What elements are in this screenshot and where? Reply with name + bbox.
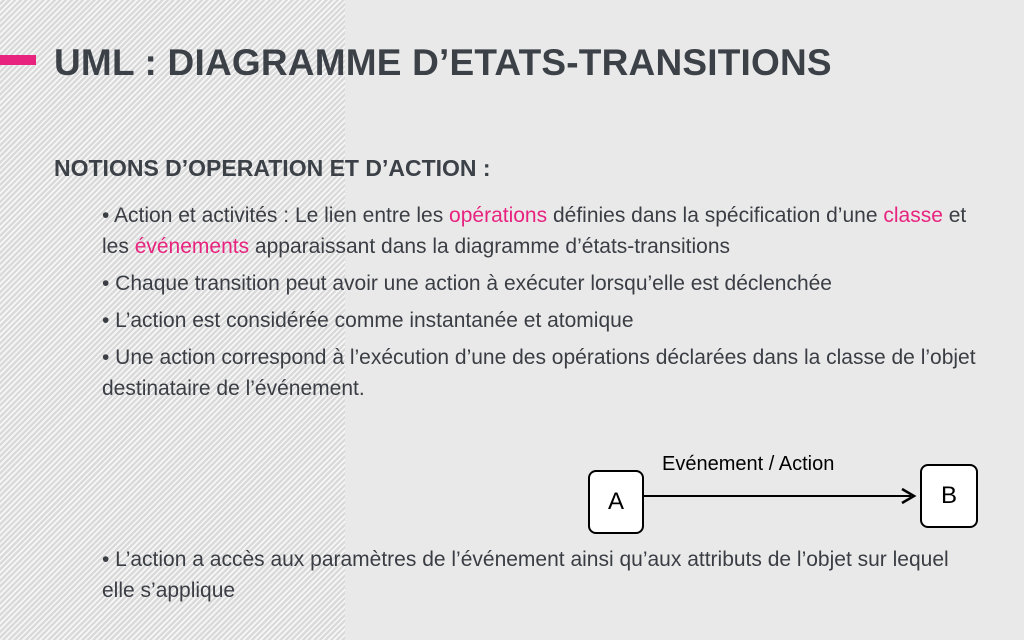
- section-subtitle: NOTIONS D’OPERATION ET D’ACTION :: [54, 155, 491, 181]
- bullet-item: • Chaque transition peut avoir une action à exécuter lorsqu’elle est déclenchée: [102, 272, 832, 295]
- bullet-list-bottom: [102, 544, 982, 612]
- bullet-item: • L’action est considérée comme instantanée et atomique: [102, 309, 634, 332]
- title-accent-bar: [0, 55, 36, 65]
- highlight-evenements: événements: [134, 235, 250, 258]
- bullet-list: [102, 200, 982, 410]
- state-transition-diagram: [580, 450, 990, 540]
- highlight-classe: classe: [883, 204, 943, 227]
- bullet-item: • Une action correspond à l’exécution d’une des opérations déclarées dans la classe de l’objet destinataire de l’événement.: [102, 346, 976, 400]
- transition-label: Evénement / Action: [662, 453, 835, 475]
- highlight-operations: opérations: [449, 204, 548, 227]
- bullet-item: • L’action a accès aux paramètres de l’événement ainsi qu’aux attributs de l’objet sur lequel elle s’applique: [102, 548, 949, 602]
- slide-title: UML : DIAGRAMME D’ETATS-TRANSITIONS: [54, 42, 832, 83]
- bullet-item: • Action et activités : Le lien entre les opérations définies dans la spécification d’une classe et les événements apparaissant dans la diagramme d’états-transitions: [102, 204, 967, 258]
- state-a-box: A: [588, 470, 644, 534]
- state-b-box: B: [920, 464, 978, 528]
